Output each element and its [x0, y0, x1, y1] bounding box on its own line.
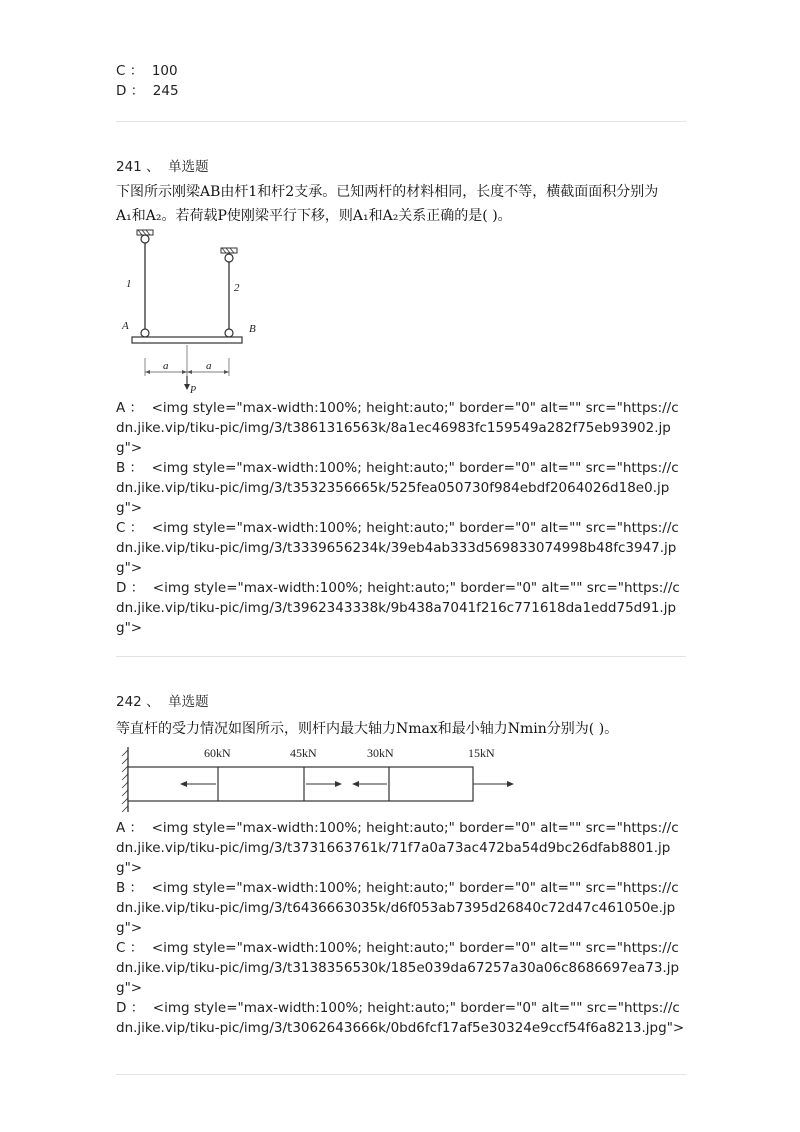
dimension-a-left: a [163, 360, 169, 372]
option-text: <img style="max-width:100%; height:auto;" border="0" alt="" src="https://cdn.jike.vip/tiku-pic/img/3/t3532356665k/525fea050730f984ebdf2064026d18e0.jpg"> [116, 460, 679, 516]
divider [116, 1074, 686, 1075]
dimension-a-right: a [206, 360, 212, 372]
option-a[interactable]: A ： <img style="max-width:100%; height:auto;" border="0" alt="" src="https://cdn.jike.vip/tiku-pic/img/3/t3861316563k/8a1ec46983fc159549a282f75eb93902.jpg"> [116, 400, 679, 456]
option-letter: D [116, 83, 127, 99]
load-label-15kn: 15kN [468, 746, 495, 760]
question-sep: 、 [146, 159, 160, 175]
option-letter: A [116, 400, 126, 416]
option-d-prev: D ： 245 [116, 83, 179, 99]
option-text: <img style="max-width:100%; height:auto;" border="0" alt="" src="https://cdn.jike.vip/tiku-pic/img/3/t3138356530k/185e039da67257a30a06c8686697ea73.jpg"> [116, 940, 680, 996]
point-a-label: A [122, 320, 129, 332]
question-241-header [116, 157, 209, 177]
rigid-beam-figure [116, 226, 256, 398]
option-b[interactable]: B ： <img style="max-width:100%; height:auto;" border="0" alt="" src="https://cdn.jike.vip/tiku-pic/img/3/t3532356665k/525fea050730f984ebdf2064026d18e0.jpg"> [116, 460, 679, 516]
question-242-options [116, 818, 686, 1038]
question-text-line: 等直杆的受力情况如图所示，则杆内最大轴力Nmax和最小轴力Nmin分别为( )。 [116, 721, 619, 737]
ceiling-support-2 [221, 248, 237, 262]
load-arrow-15kn [473, 781, 514, 787]
rod-1-label: 1 [126, 278, 132, 290]
option-letter: C [116, 520, 126, 536]
option-a[interactable]: A ： <img style="max-width:100%; height:auto;" border="0" alt="" src="https://cdn.jike.vip/tiku-pic/img/3/t3731663761k/71f7a0a73ac472ba54d9bc26dfab8801.jpg"> [116, 820, 679, 876]
option-b[interactable]: B ： <img style="max-width:100%; height:auto;" border="0" alt="" src="https://cdn.jike.vip/tiku-pic/img/3/t6436663035k/d6f053ab7395d26840c72d47c461050e.jpg"> [116, 880, 679, 936]
option-letter: C [116, 63, 126, 79]
option-letter: C [116, 940, 126, 956]
rigid-beam [132, 337, 242, 343]
point-b-label: B [249, 323, 256, 335]
load-label-30kn: 30kN [367, 746, 394, 760]
option-c-prev: C ： 100 [116, 63, 178, 79]
option-letter: D [116, 580, 127, 596]
question-241-text [116, 180, 688, 228]
option-letter: B [116, 880, 126, 896]
question-text-line: 下图所示刚梁AB由杆1和杆2支承。已知两杆的材料相同，长度不等，横截面面积分别为 [116, 184, 659, 200]
question-type: 单选题 [168, 159, 209, 175]
option-text: 245 [152, 83, 179, 99]
question-type: 单选题 [168, 694, 209, 710]
question-number: 241 [116, 159, 142, 175]
load-label-60kn: 60kN [204, 746, 231, 760]
option-d[interactable]: D ： <img style="max-width:100%; height:auto;" border="0" alt="" src="https://cdn.jike.vip/tiku-pic/img/3/t3062643666k/0bd6fcf17af5e30324e9ccf54f6a8213.jpg"> [116, 1000, 685, 1036]
option-letter: D [116, 1000, 127, 1016]
axial-bar-figure [116, 742, 526, 814]
load-label-45kn: 45kN [290, 746, 317, 760]
option-d[interactable]: D ： <img style="max-width:100%; height:auto;" border="0" alt="" src="https://cdn.jike.vip/tiku-pic/img/3/t3962343338k/9b438a7041f216c771618da1edd75d91.jpg"> [116, 580, 680, 636]
option-letter: A [116, 820, 126, 836]
option-text: <img style="max-width:100%; height:auto;" border="0" alt="" src="https://cdn.jike.vip/tiku-pic/img/3/t3962343338k/9b438a7041f216c771618da1edd75d91.jpg"> [116, 580, 680, 636]
question-242-header [116, 692, 209, 712]
divider [116, 121, 686, 122]
axial-bar [128, 767, 473, 801]
question-241-options [116, 398, 686, 638]
question-242-text [116, 717, 618, 741]
divider [116, 656, 686, 657]
option-c[interactable]: C ： <img style="max-width:100%; height:auto;" border="0" alt="" src="https://cdn.jike.vip/tiku-pic/img/3/t3339656234k/39eb4ab333d569833074998b48fc3947.jpg"> [116, 520, 679, 576]
option-text: <img style="max-width:100%; height:auto;" border="0" alt="" src="https://cdn.jike.vip/tiku-pic/img/3/t3339656234k/39eb4ab333d569833074998b48fc3947.jpg"> [116, 520, 679, 576]
option-text: <img style="max-width:100%; height:auto;" border="0" alt="" src="https://cdn.jike.vip/tiku-pic/img/3/t6436663035k/d6f053ab7395d26840c72d47c461050e.jpg"> [116, 880, 679, 936]
load-label: P [190, 385, 197, 396]
ceiling-support-1 [137, 230, 153, 243]
option-text: 100 [151, 63, 178, 79]
question-sep: 、 [146, 694, 160, 710]
question-number: 242 [116, 694, 142, 710]
question-text-line: A₁和A₂。若荷载P使刚梁平行下移，则A₁和A₂关系正确的是( )。 [116, 208, 512, 224]
option-text: <img style="max-width:100%; height:auto;" border="0" alt="" src="https://cdn.jike.vip/tiku-pic/img/3/t3731663761k/71f7a0a73ac472ba54d9bc26dfab8801.jpg"> [116, 820, 679, 876]
option-letter: B [116, 460, 126, 476]
option-c[interactable]: C ： <img style="max-width:100%; height:auto;" border="0" alt="" src="https://cdn.jike.vip/tiku-pic/img/3/t3138356530k/185e039da67257a30a06c8686697ea73.jpg"> [116, 940, 680, 996]
option-text: <img style="max-width:100%; height:auto;" border="0" alt="" src="https://cdn.jike.vip/tiku-pic/img/3/t3861316563k/8a1ec46983fc159549a282f75eb93902.jpg"> [116, 400, 679, 456]
option-text: <img style="max-width:100%; height:auto;" border="0" alt="" src="https://cdn.jike.vip/tiku-pic/img/3/t3062643666k/0bd6fcf17af5e30324e9ccf54f6a8213.jpg"> [116, 1000, 685, 1036]
rod-2-label: 2 [234, 282, 240, 294]
